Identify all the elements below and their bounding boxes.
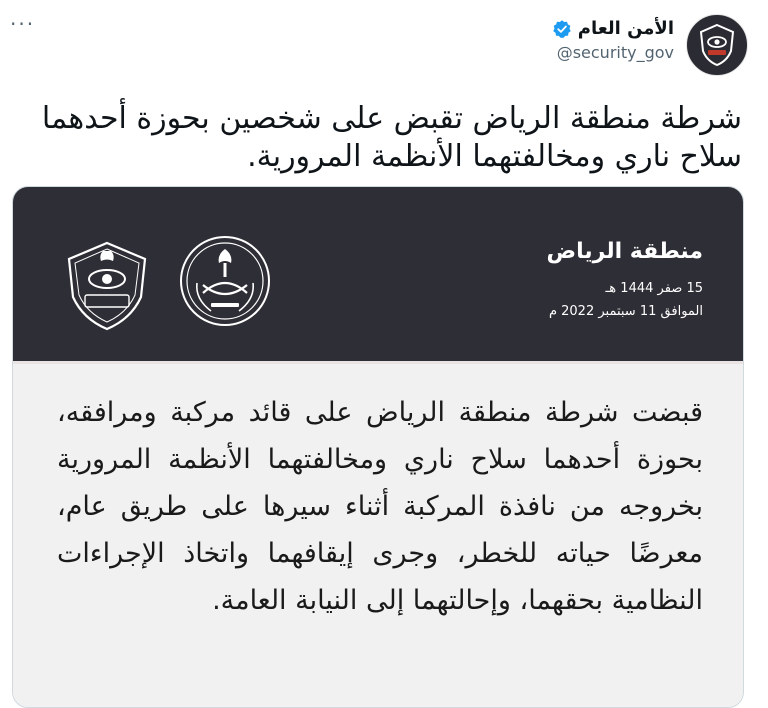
- verified-badge-icon: [552, 19, 572, 39]
- avatar[interactable]: [686, 14, 748, 76]
- tweet-text: شرطة منطقة الرياض تقبض على شخصين بحوزة أحدهما سلاح ناري ومخالفتهما الأنظمة المرورية.: [41, 101, 742, 174]
- region-title: منطقة الرياض: [546, 239, 703, 264]
- saudi-emblem-icon: [177, 233, 273, 329]
- user-info: [552, 18, 674, 62]
- user-handle[interactable]: @security_gov: [556, 43, 674, 62]
- statement-text: قبضت شرطة منطقة الرياض على قائد مركبة ومرافقه، بحوزة أحدهما سلاح ناري ومخالفتهما الأنظمة المرورية بخروجه من نافذة المركبة أثناء سيرها على طريق عام، معرضًا حياته للخطر، وجرى إيقافهما واتخاذ الإجراءات النظامية بحقهما، وإحالتهما إلى النيابة العامة.: [57, 397, 703, 616]
- tweet-media-image[interactable]: [12, 186, 744, 708]
- gregorian-date: الموافق 11 سبتمبر 2022 م: [548, 304, 703, 319]
- media-body: [13, 361, 743, 707]
- display-name-row[interactable]: [552, 18, 674, 39]
- more-options-icon[interactable]: ···: [10, 12, 36, 36]
- hijri-date: 15 صفر 1444 هـ: [605, 281, 703, 296]
- media-header: [13, 187, 743, 361]
- divider: [13, 361, 743, 364]
- display-name[interactable]: الأمن العام: [577, 18, 674, 39]
- security-shield-logo-icon: [697, 23, 737, 67]
- public-security-shield-icon: [59, 237, 155, 333]
